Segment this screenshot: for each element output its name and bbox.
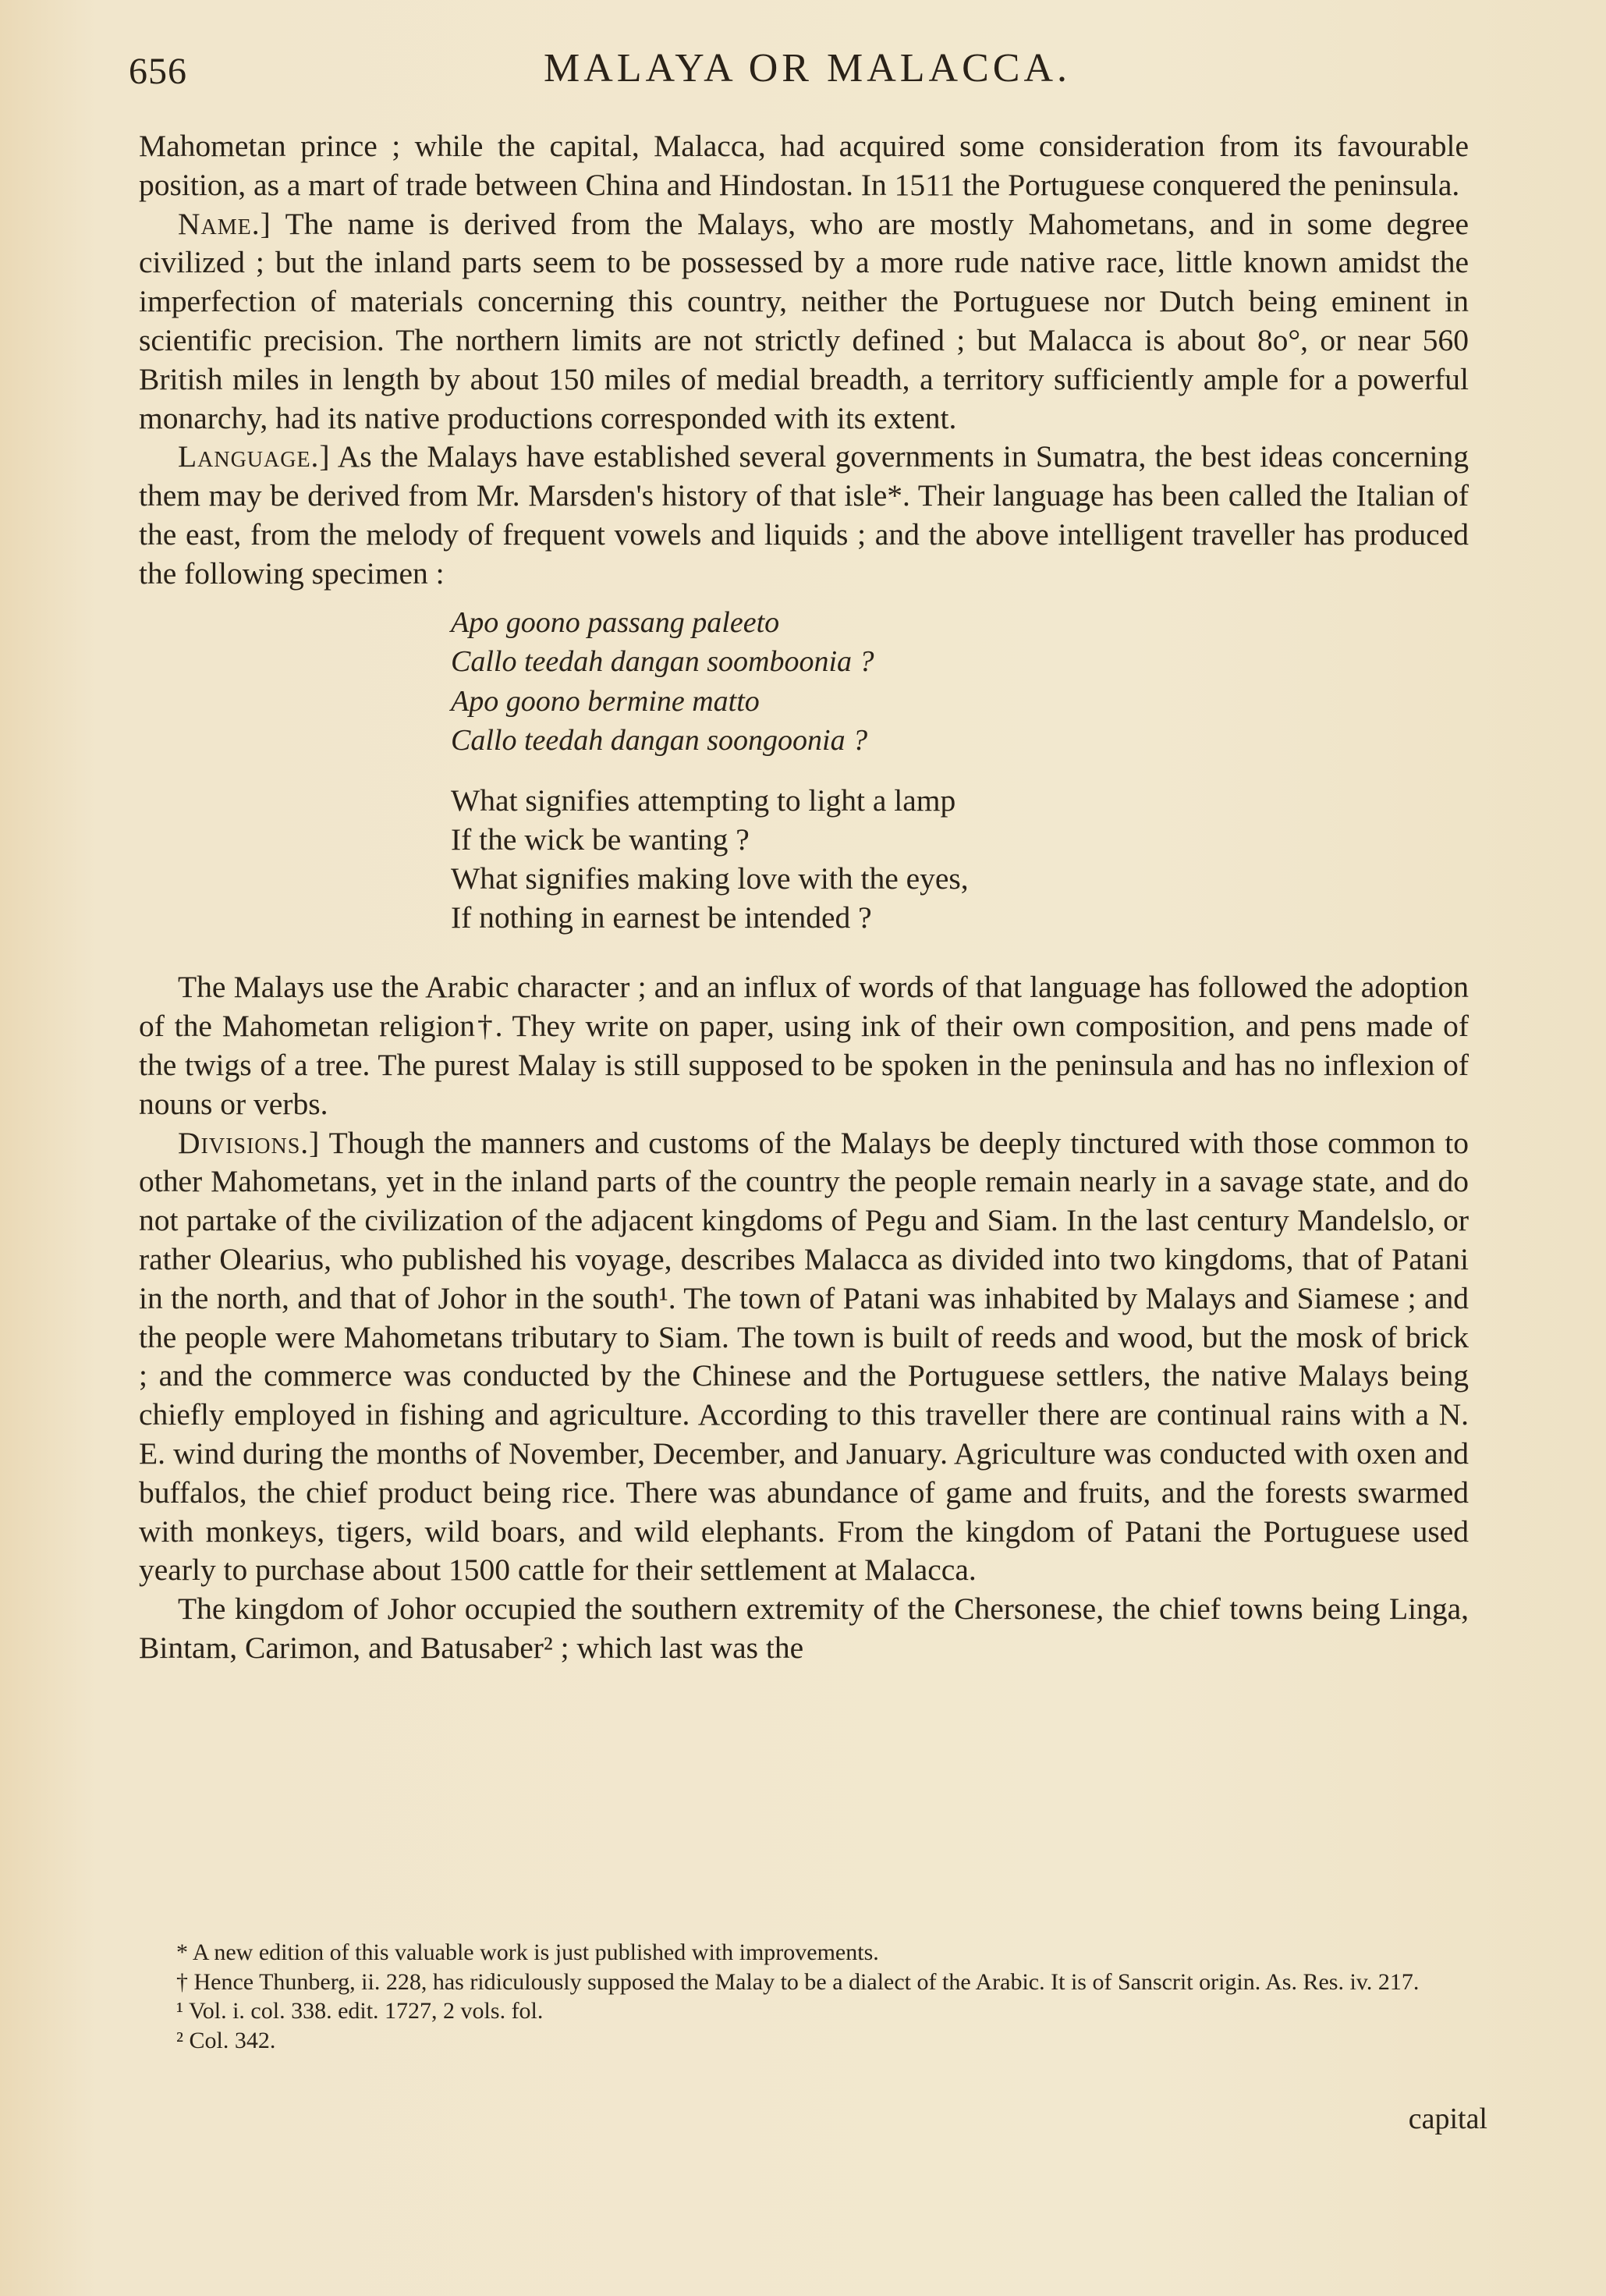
english-verse-line: What signifies making love with the eyes, (451, 861, 969, 896)
paragraph-name-text: The name is derived from the Malays, who are mostly Mahometans, and in some degree civilized ; but the inland parts seem to be possessed by a more rude native race, little known amidst the imperfection of materials concerning this country, neither the Portuguese nor Dutch being eminent in scientific precision. The northern limits are not strictly defined ; but Malacca is about 8o°, or near 560 British miles in length by about 150 miles of medial breadth, a territory sufficiently ample for a powerful monarchy, had its native productions corresponded with its extent. (139, 206, 1469, 435)
english-verse (451, 781, 1469, 938)
paragraph-language-text: As the Malays have established several governments in Sumatra, the best ideas concerning them may be derived from Mr. Marsden's history of that isle*. Their language has been called the Italian of the east, from the melody of frequent vowels and liquids ; and the above intelligent traveller has produced the following specimen : (139, 439, 1469, 591)
english-verse-line: What signifies attempting to light a lamp (451, 782, 956, 818)
side-heading-language: Language.] (178, 439, 331, 474)
main-text (139, 127, 1469, 1668)
malay-verse-line: Callo teedah dangan soomboonia ? (451, 645, 874, 679)
page-header (129, 45, 1486, 100)
page-number: 656 (129, 51, 187, 92)
malay-verse-line: Callo teedah dangan soongoonia ? (451, 724, 868, 758)
running-head: MALAYA OR MALACCA. (543, 46, 1072, 90)
footnotes (139, 1938, 1480, 2055)
footnote: † Hence Thunberg, ii. 228, has ridiculously supposed the Malay to be a dialect of the Arabic. It is of Sanscrit origin. As. Res. iv. 217. (176, 1968, 1420, 1995)
paragraph-divisions (139, 1124, 1469, 1591)
malay-verse (451, 603, 1469, 761)
side-heading-name: Name.] (178, 206, 271, 241)
paragraph-johor: The kingdom of Johor occupied the southern extremity of the Chersonese, the chief towns being Linga, Bintam, Carimon, and Batusaber² ; which last was the (139, 1592, 1469, 1665)
catchword: capital (1408, 2103, 1487, 2135)
footnote: ² Col. 342. (176, 2027, 276, 2053)
malay-verse-line: Apo goono passang paleeto (451, 605, 780, 639)
paragraph-divisions-text: Though the manners and customs of the Malays be deeply tinctured with those common to other Mahometans, yet in the inland parts of the country the people remain nearly in a savage state, and do not partake of the civilization of the adjacent kingdoms of Pegu and Siam. In the last century Mandelslo, or rather Olearius, who published his voyage, describes Malacca as divided into two kingdoms, that of Patani in the north, and that of Johor in the south¹. The town of Patani was inhabited by Malays and Siamese ; and the people were Mahometans tributary to Siam. The town is built of reeds and wood, but the mosk of brick ; and the commerce was conducted by the Chinese and the Portuguese settlers, the native Malays being chiefly employed in fishing and agriculture. According to this traveller there are continual rains with a N. E. wind during the months of November, December, and January. Agriculture was conducted with oxen and buffalos, the chief product being rice. There was abundance of game and fruits, and the forests swarmed with monkeys, tigers, wild boars, and wild elephants. From the kingdom of Patani the Portuguese used yearly to purchase about 1500 cattle for their settlement at Malacca. (139, 1125, 1469, 1588)
malay-verse-line: Apo goono bermine matto (451, 684, 760, 718)
paragraph-language (139, 438, 1469, 593)
footnote: ¹ Vol. i. col. 338. edit. 1727, 2 vols. fol. (176, 1998, 544, 2024)
side-heading-divisions: Divisions.] (178, 1125, 321, 1160)
english-verse-line: If the wick be wanting ? (451, 822, 750, 857)
paragraph-name (139, 205, 1469, 438)
english-verse-line: If nothing in earnest be intended ? (451, 900, 872, 935)
paragraph-continuation: Mahometan prince ; while the capital, Malacca, had acquired some consideration from its favourable position, as a mart of trade between China and Hindostan. In 1511 the Portuguese conquered the peninsula. (139, 129, 1469, 202)
footnote: * A new edition of this valuable work is just published with improvements. (176, 1939, 879, 1965)
paragraph-arabic-character: The Malays use the Arabic character ; and an influx of words of that language has followed the adoption of the Mahometan religion†. They write on paper, using ink of their own composition, and pens made of the twigs of a tree. The purest Malay is still supposed to be spoken in the peninsula and has no inflexion of nouns or verbs. (139, 970, 1469, 1121)
